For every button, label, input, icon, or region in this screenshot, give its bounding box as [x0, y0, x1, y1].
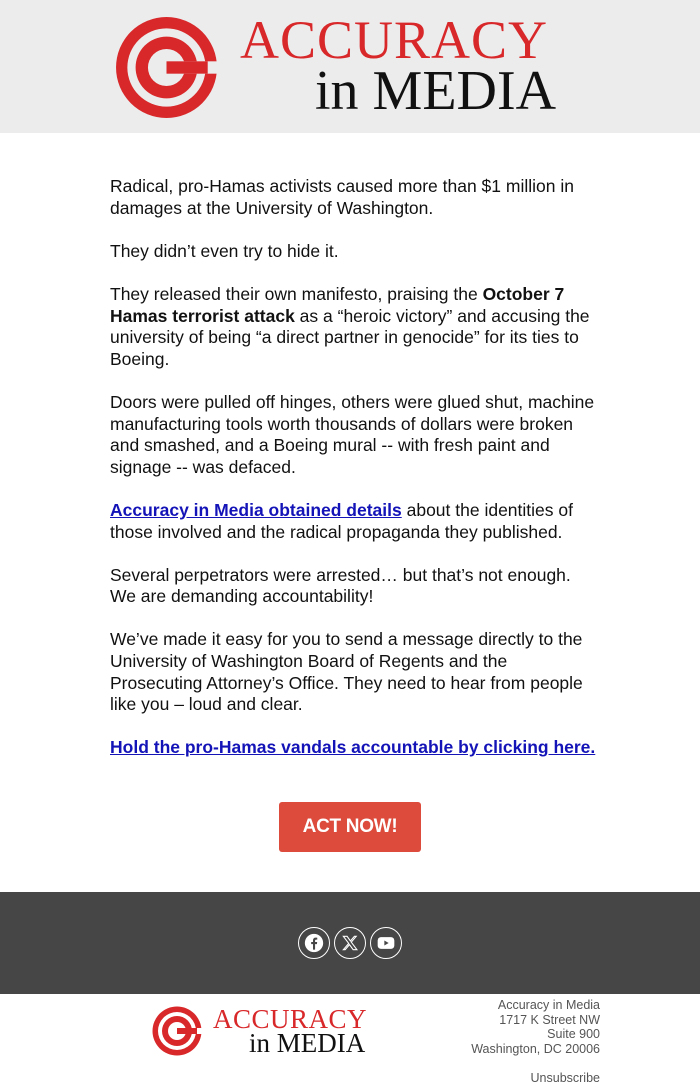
email-body — [110, 176, 600, 781]
logo-wordmark-top: ACCURACY — [240, 10, 549, 70]
social-links — [298, 927, 402, 959]
logo-wordmark-bottom: in MEDIA — [315, 60, 557, 122]
bold-text: October 7 Hamas terrorist attack — [110, 283, 565, 326]
paragraph: Several perpetrators were arrested… but that’s not enough. We are demanding accountability! — [110, 564, 571, 607]
aim-logo-icon — [115, 16, 218, 119]
footer-address — [471, 998, 600, 1056]
paragraph: Radical, pro-Hamas activists caused more than $1 million in damages at the University of Washington. — [110, 176, 574, 218]
footer-wordmark-top: ACCURACY — [213, 1004, 368, 1034]
act-now-button[interactable]: ACT NOW! — [279, 802, 421, 852]
footer-logo-icon — [152, 1006, 202, 1056]
paragraph: Accuracy in Media obtained details about the identities of those involved and the radical propaganda they published. — [110, 499, 573, 542]
youtube-icon[interactable] — [370, 927, 402, 959]
city: Washington, DC 20006 — [471, 1041, 600, 1056]
paragraph — [110, 737, 600, 759]
x-icon[interactable] — [334, 927, 366, 959]
street: 1717 K Street NW — [499, 1012, 600, 1027]
paragraph: They didn’t even try to hide it. — [110, 240, 339, 261]
unsubscribe-link[interactable]: Unsubscribe — [530, 1071, 600, 1085]
hold-accountable-link[interactable]: Hold the pro-Hamas vandals accountable by clicking here. — [110, 737, 596, 758]
facebook-icon[interactable] — [298, 927, 330, 959]
paragraph: They released their own manifesto, praising the October 7 Hamas terrorist attack as a “heroic victory” and accusing the university of being “a direct partner in genocide” for its ties to Boeing. — [110, 283, 590, 369]
details-link[interactable]: Accuracy in Media obtained details — [110, 499, 402, 520]
footer-wordmark-bottom: in MEDIA — [249, 1028, 366, 1058]
paragraph: We’ve made it easy for you to send a message directly to the University of Washington Board of Regents and the Prosecuting Attorney’s Office. They need to hear from people like you – loud and clear. — [110, 629, 583, 715]
paragraph: Doors were pulled off hinges, others were glued shut, machine manufacturing tools worth thousands of dollars were broken and smashed, and a Boeing mural -- with fresh paint and signage -- was defaced. — [110, 391, 595, 477]
email-header — [0, 0, 700, 133]
org-name: Accuracy in Media — [497, 998, 600, 1012]
suite: Suite 900 — [547, 1027, 600, 1042]
